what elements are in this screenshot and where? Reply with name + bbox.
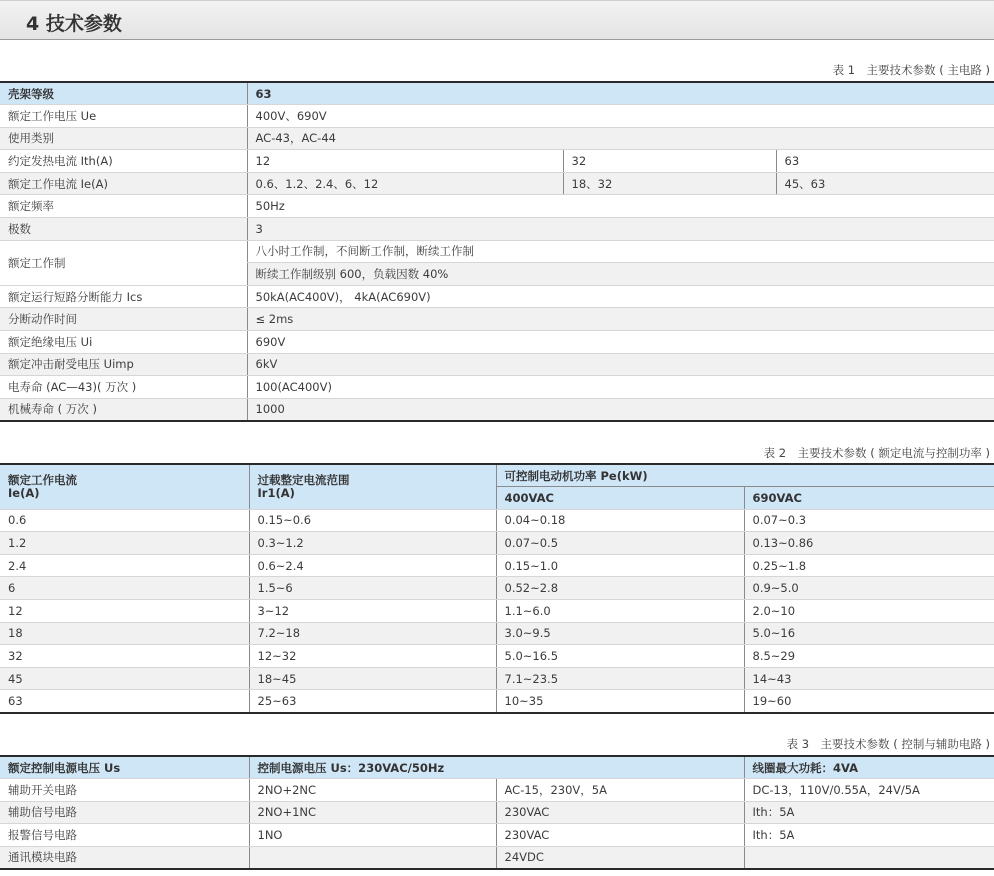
- table1-main-circuit: [0, 81, 994, 422]
- row-label: 额定冲击耐受电压 Uimp: [0, 353, 247, 376]
- table-cell: 7.1~23.5: [496, 667, 744, 690]
- table-row: [0, 801, 994, 824]
- table-row: [0, 645, 994, 668]
- table-header-cell: [0, 464, 249, 509]
- table-cell: 12: [0, 600, 249, 623]
- row-value: 100(AC400V): [247, 376, 994, 399]
- table-row: [0, 331, 994, 354]
- table-row: [0, 127, 994, 150]
- table-cell: 0.07~0.5: [496, 532, 744, 555]
- row-value: 6kV: [247, 353, 994, 376]
- table2-header-row: [0, 464, 994, 487]
- row-value: 12: [247, 150, 563, 173]
- table-cell: 0.15~0.6: [249, 509, 496, 532]
- table-cell: 8.5~29: [744, 645, 994, 668]
- table-cell: 0.13~0.86: [744, 532, 994, 555]
- table-cell: 6: [0, 577, 249, 600]
- table-header-cell: 可控制电动机功率 Pe(kW): [496, 464, 994, 487]
- header-ir-line2: Ir1(A): [257, 485, 295, 500]
- table-cell: 0.6: [0, 509, 249, 532]
- row-value: 63: [776, 150, 994, 173]
- table-cell: 3~12: [249, 600, 496, 623]
- table-cell: 5.0~16.5: [496, 645, 744, 668]
- table-cell: 1.1~6.0: [496, 600, 744, 623]
- table-cell: 2NO+2NC: [249, 779, 496, 802]
- table-row: [0, 195, 994, 218]
- table-header-cell: 63: [247, 82, 994, 105]
- row-label: 极数: [0, 218, 247, 241]
- table-header-cell: 额定控制电源电压 Us: [0, 756, 249, 779]
- table-cell: 0.04~0.18: [496, 509, 744, 532]
- row-value: 45、63: [776, 172, 994, 195]
- table-cell: 辅助开关电路: [0, 779, 249, 802]
- table-cell: [249, 846, 496, 869]
- table-row: [0, 667, 994, 690]
- row-label: 约定发热电流 Ith(A): [0, 150, 247, 173]
- table3-caption: 表 3 主要技术参数 ( 控制与辅助电路 ): [786, 737, 990, 751]
- section-header: [0, 0, 994, 40]
- row-label: 使用类别: [0, 127, 247, 150]
- table-header-cell: 400VAC: [496, 487, 744, 510]
- table-cell: AC-15，230V，5A: [496, 779, 744, 802]
- table-header-cell: [249, 464, 496, 509]
- table-cell: 1.5~6: [249, 577, 496, 600]
- table2-current-power: [0, 463, 994, 714]
- row-value: 18、32: [563, 172, 776, 195]
- row-label: 额定工作电压 Ue: [0, 105, 247, 128]
- row-value: ≤ 2ms: [247, 308, 994, 331]
- table-cell: 0.6~2.4: [249, 554, 496, 577]
- table3-control-circuit: [0, 755, 994, 870]
- table-cell: 2NO+1NC: [249, 801, 496, 824]
- table-cell: 230VAC: [496, 801, 744, 824]
- table-row: [0, 690, 994, 713]
- table-cell: 63: [0, 690, 249, 713]
- table-cell: 3.0~9.5: [496, 622, 744, 645]
- table-cell: Ith：5A: [744, 801, 994, 824]
- table-header-cell: 线圈最大功耗：4VA: [744, 756, 994, 779]
- table-row: [0, 308, 994, 331]
- table-header-cell: 控制电源电压 Us：230VAC/50Hz: [249, 756, 744, 779]
- table-cell: 12~32: [249, 645, 496, 668]
- row-label: 额定工作制: [0, 240, 247, 285]
- row-label: 额定频率: [0, 195, 247, 218]
- table-cell: 18~45: [249, 667, 496, 690]
- table-row: [0, 846, 994, 869]
- row-value: 50Hz: [247, 195, 994, 218]
- table1-header-row: [0, 82, 994, 105]
- row-value: 断续工作制级别 600，负载因数 40%: [247, 263, 994, 286]
- row-value: 3: [247, 218, 994, 241]
- row-value: 八小时工作制，不间断工作制，断续工作制: [247, 240, 994, 263]
- row-label: 额定工作电流 Ie(A): [0, 172, 247, 195]
- table-cell: 25~63: [249, 690, 496, 713]
- table-row: [0, 824, 994, 847]
- table-cell: 10~35: [496, 690, 744, 713]
- table-row: [0, 105, 994, 128]
- row-value: 690V: [247, 331, 994, 354]
- table3-body: [0, 779, 994, 869]
- table-header-cell: 壳架等级: [0, 82, 247, 105]
- table-cell: 报警信号电路: [0, 824, 249, 847]
- table-cell: 0.3~1.2: [249, 532, 496, 555]
- header-ie-line1: 额定工作电流: [8, 472, 77, 487]
- row-value: 50kA(AC400V)， 4kA(AC690V): [247, 285, 994, 308]
- table-cell: 辅助信号电路: [0, 801, 249, 824]
- table-row: [0, 172, 994, 195]
- table1-caption: 表 1 主要技术参数 ( 主电路 ): [832, 63, 990, 77]
- table-cell: 1.2: [0, 532, 249, 555]
- table2-body: [0, 509, 994, 712]
- table-cell: DC-13，110V/0.55A，24V/5A: [744, 779, 994, 802]
- table-cell: 45: [0, 667, 249, 690]
- table-row: [0, 240, 994, 263]
- table-cell: 通讯模块电路: [0, 846, 249, 869]
- table-cell: 0.25~1.8: [744, 554, 994, 577]
- row-label: 电寿命 (AC—43)( 万次 ): [0, 376, 247, 399]
- table-row: [0, 398, 994, 421]
- row-value: 400V、690V: [247, 105, 994, 128]
- table-cell: 2.0~10: [744, 600, 994, 623]
- table-row: [0, 353, 994, 376]
- table-row: [0, 218, 994, 241]
- table-cell: Ith：5A: [744, 824, 994, 847]
- header-ie-line2: Ie(A): [8, 485, 40, 500]
- table-cell: [744, 846, 994, 869]
- table-cell: 14~43: [744, 667, 994, 690]
- table-cell: 18: [0, 622, 249, 645]
- table-cell: 0.52~2.8: [496, 577, 744, 600]
- table-row: [0, 532, 994, 555]
- table-row: [0, 509, 994, 532]
- row-label: 额定绝缘电压 Ui: [0, 331, 247, 354]
- section-title: 4 技术参数: [26, 13, 122, 35]
- table-row: [0, 779, 994, 802]
- table-cell: 0.07~0.3: [744, 509, 994, 532]
- table-cell: 2.4: [0, 554, 249, 577]
- table-row: [0, 622, 994, 645]
- table-header-cell: 690VAC: [744, 487, 994, 510]
- table-cell: 19~60: [744, 690, 994, 713]
- row-label: 分断动作时间: [0, 308, 247, 331]
- table-cell: 24VDC: [496, 846, 744, 869]
- row-value: 0.6、1.2、2.4、6、12: [247, 172, 563, 195]
- row-value: AC-43，AC-44: [247, 127, 994, 150]
- table-row: [0, 150, 994, 173]
- table3-header-row: [0, 756, 994, 779]
- table-cell: 0.9~5.0: [744, 577, 994, 600]
- table-row: [0, 577, 994, 600]
- table-cell: 0.15~1.0: [496, 554, 744, 577]
- header-ir-line1: 过载整定电流范围: [257, 472, 350, 487]
- table2-caption: 表 2 主要技术参数 ( 额定电流与控制功率 ): [763, 446, 990, 460]
- table-cell: 32: [0, 645, 249, 668]
- row-value: 32: [563, 150, 776, 173]
- table-cell: 5.0~16: [744, 622, 994, 645]
- table-cell: 7.2~18: [249, 622, 496, 645]
- table-row: [0, 376, 994, 399]
- row-label: 机械寿命 ( 万次 ): [0, 398, 247, 421]
- table-cell: 1NO: [249, 824, 496, 847]
- table-cell: 230VAC: [496, 824, 744, 847]
- row-label: 额定运行短路分断能力 Ics: [0, 285, 247, 308]
- table-row: [0, 554, 994, 577]
- table-row: [0, 285, 994, 308]
- table-row: [0, 600, 994, 623]
- row-value: 1000: [247, 398, 994, 421]
